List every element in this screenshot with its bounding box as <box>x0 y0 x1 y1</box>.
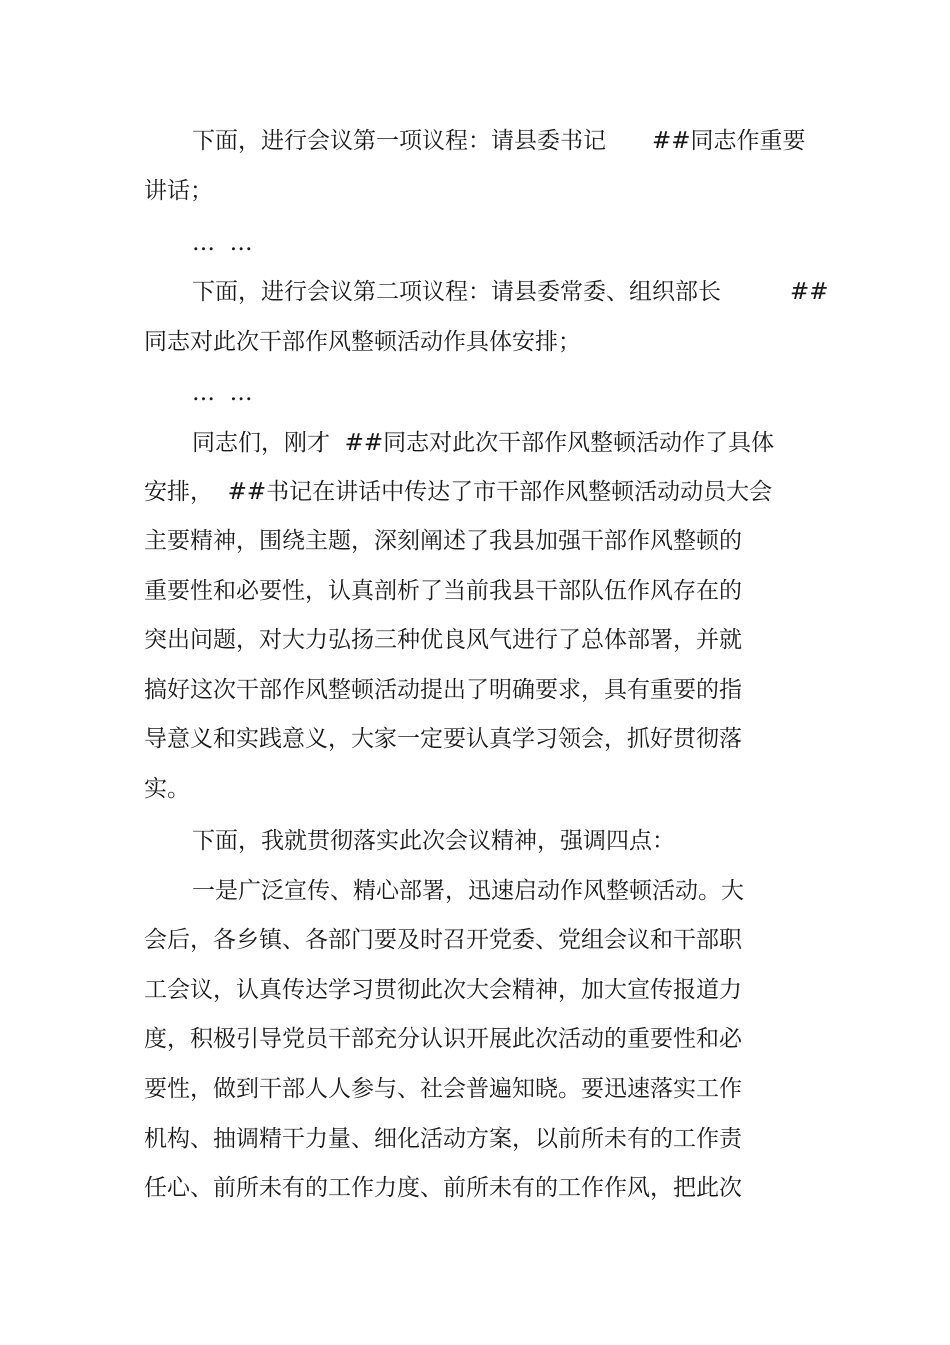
text-line: 重要性和必要性，认真剖析了当前我县干部队伍作风存在的 <box>144 578 742 604</box>
text-line: 机构、抽调精干力量、细化活动方案，以前所未有的工作责 <box>144 1126 742 1152</box>
text-line: 导意义和实践意义，大家一定要认真学习领会，抓好贯彻落 <box>144 726 742 752</box>
text-line: 下面，进行会议第一项议程：请县委书记 ##同志作重要 <box>192 128 806 154</box>
text-line: 突出问题，对大力弘扬三种优良风气进行了总体部署，并就 <box>144 627 742 653</box>
text-line: 搞好这次干部作风整顿活动提出了明确要求，具有重要的指 <box>144 677 742 703</box>
ellipsis-line: … … <box>192 230 253 256</box>
text-line: 工会议，认真传达学习贯彻此次大会精神，加大宣传报道力 <box>144 977 742 1003</box>
text-line: 实。 <box>144 776 190 802</box>
ellipsis-line: … … <box>192 380 253 406</box>
text-line: 讲话； <box>144 178 213 204</box>
text-line: 任心、前所未有的工作力度、前所未有的工作作风，把此次 <box>144 1175 742 1201</box>
text-line: 同志对此次干部作风整顿活动作具体安排； <box>144 329 581 355</box>
text-line: 下面，进行会议第二项议程：请县委常委、组织部长 ## <box>192 279 829 305</box>
text-line: 下面，我就贯彻落实此次会议精神，强调四点： <box>192 828 675 854</box>
text-line: 要性，做到干部人人参与、社会普遍知晓。要迅速落实工作 <box>144 1076 742 1102</box>
text-line: 主要精神，围绕主题，深刻阐述了我县加强干部作风整顿的 <box>144 528 742 554</box>
text-line: 一是广泛宣传、精心部署，迅速启动作风整顿活动。大 <box>192 878 744 904</box>
text-line: 会后，各乡镇、各部门要及时召开党委、党组会议和干部职 <box>144 927 742 953</box>
text-line: 安排， ##书记在讲话中传达了市干部作风整顿活动动员大会 <box>144 479 773 505</box>
text-line: 度，积极引导党员干部充分认识开展此次活动的重要性和必 <box>144 1026 742 1052</box>
text-line: 同志们，刚才 ##同志对此次干部作风整顿活动作了具体 <box>192 430 775 456</box>
